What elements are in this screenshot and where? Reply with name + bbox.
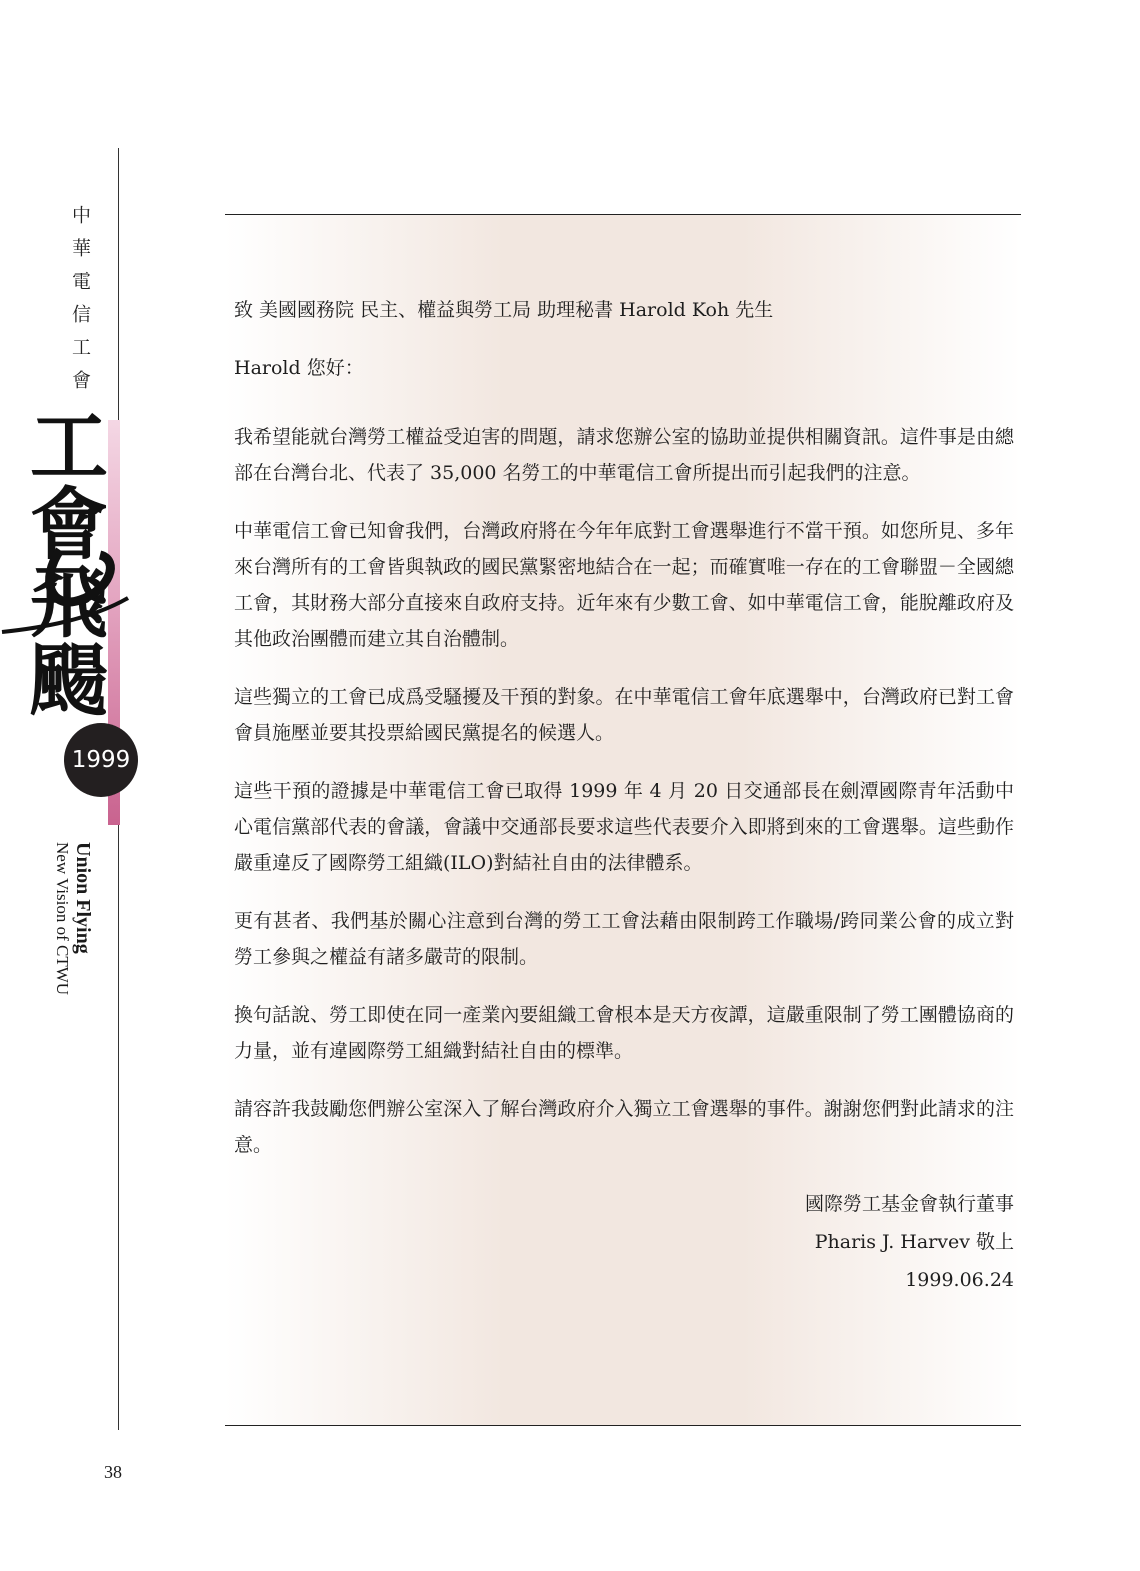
letter-salutation: Harold 您好：	[234, 357, 364, 379]
letter-paragraph: 我希望能就台灣勞工權益受迫害的問題，請求您辦公室的協助並提供相關資訊。這件事是由總部在台灣台北、代表了 35,000 名勞工的中華電信工會所提出而引起我們的注意。	[234, 426, 1014, 484]
letter-body	[234, 292, 1014, 1299]
letter-paragraph: 更有甚者、我們基於關心注意到台灣的勞工工會法藉由限制跨工作職場/跨同業公會的成立對勞工參與之權益有諸多嚴苛的限制。	[234, 910, 1014, 968]
year-badge: 1999	[64, 723, 138, 797]
letter-paragraph: 這些干預的證據是中華電信工會已取得 1999 年 4 月 20 日交通部長在劍潭國際青年活動中心電信黨部代表的會議，會議中交通部長要求這些代表要介入即將到來的工會選舉。這些動作嚴重違反了國際勞工組織(ILO)對結社自由的法律體系。	[234, 780, 1014, 874]
letter-paragraph: 換句話說、勞工即使在同一產業內要組織工會根本是天方夜譚，這嚴重限制了勞工團體協商的力量，並有違國際勞工組織對結社自由的標準。	[234, 1004, 1014, 1062]
logo-text: 工會飛颺	[17, 405, 107, 717]
letter-recipient: 致 美國國務院 民主、權益與勞工局 助理秘書 Harold Koh 先生	[234, 299, 774, 321]
bottom-rule	[225, 1425, 1021, 1426]
signature-title: 國際勞工基金會執行董事	[804, 1193, 1014, 1215]
letter-paragraph: 中華電信工會已知會我們，台灣政府將在今年年底對工會選舉進行不當干預。如您所見、多年來台灣所有的工會皆與執政的國民黨緊密地結合在一起；而確實唯一存在的工會聯盟－全國總工會，其財務大部分直接來自政府支持。近年來有少數工會、如中華電信工會，能脫離政府及其他政治團體而建立其自治體制。	[234, 520, 1014, 650]
top-rule	[225, 214, 1021, 215]
english-subtitle: New Vision of CTWU	[53, 842, 72, 996]
logo-swoosh-icon	[0, 540, 140, 650]
signature-date: 1999.06.24	[905, 1269, 1014, 1291]
signature-block	[234, 1185, 1014, 1299]
english-title: Union Flying	[72, 842, 94, 954]
letter-paragraph: 請容許我鼓勵您們辦公室深入了解台灣政府介入獨立工會選舉的事件。謝謝您們對此請求的注意。	[234, 1098, 1014, 1156]
english-title-block	[52, 842, 94, 995]
page-number: 38	[104, 1462, 122, 1482]
signature-name: Pharis J. Harvev 敬上	[814, 1231, 1014, 1253]
org-name-vertical: 中華電信工會	[69, 205, 91, 403]
letter-paragraph: 這些獨立的工會已成爲受騷擾及干預的對象。在中華電信工會年底選舉中，台灣政府已對工會會員施壓並要其投票給國民黨提名的候選人。	[234, 686, 1014, 744]
